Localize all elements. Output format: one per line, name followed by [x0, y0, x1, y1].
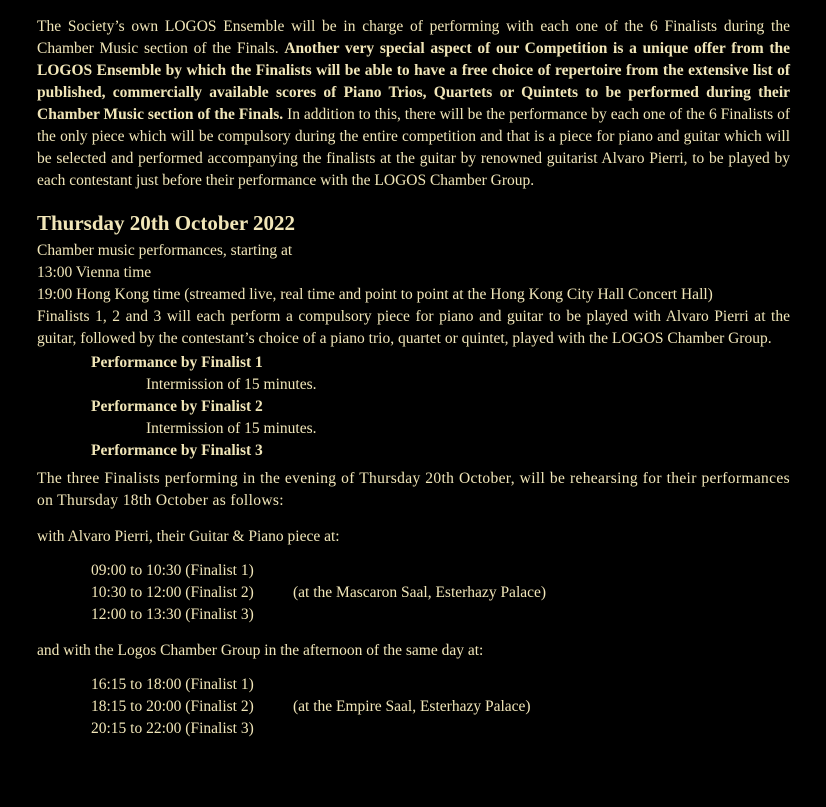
- guitar-rehearsal-heading: with Alvaro Pierri, their Guitar & Piano piece at:: [37, 528, 340, 545]
- intro-text-part1: The Society’s own LOGOS Ensemble will be in charge of performing with each one of the 6 Finalists during the Chamber Music section of the Finals.: [37, 18, 790, 57]
- intermission-note: Intermission of 15 minutes.: [146, 376, 317, 393]
- intro-text-part2: In addition to this, there will be the performance by each one of the 6 Finalists of the only piece which will be compulsory during the entire competition and that is a piece for piano and guitar which will be selected and performed accompanying the finalists at the guitar by renowned guitarist Alvaro Pierri, to be played by each contestant just before their performance with the LOGOS Chamber Group.: [37, 106, 790, 189]
- rehearsal-slot: 12:00 to 13:30 (Finalist 3): [91, 606, 254, 623]
- rehearsal-venue: (at the Empire Saal, Esterhazy Palace): [293, 698, 531, 715]
- rehearsal-intro: The three Finalists performing in the evening of Thursday 20th October, will be rehearsing for their performances on Thursday 18th October as follows:: [37, 470, 790, 509]
- rehearsal-slot: 10:30 to 12:00 (Finalist 2): [91, 584, 254, 601]
- chamber-rehearsal-schedule: [91, 674, 790, 740]
- rehearsal-slot: 09:00 to 10:30 (Finalist 1): [91, 562, 254, 579]
- performance-title: Performance by Finalist 2: [91, 398, 263, 415]
- schedule-start-line: Chamber music performances, starting at: [37, 242, 293, 259]
- guitar-rehearsal-schedule: [91, 560, 790, 626]
- intermission-note: Intermission of 15 minutes.: [146, 420, 317, 437]
- hong-kong-time-line: 19:00 Hong Kong time (streamed live, real time and point to point at the Hong Kong City Hall Concert Hall): [37, 286, 713, 303]
- performance-list: [91, 352, 790, 462]
- day-heading: Thursday 20th October 2022: [37, 211, 296, 235]
- performance-title: Performance by Finalist 3: [91, 442, 263, 459]
- vienna-time-line: 13:00 Vienna time: [37, 264, 152, 281]
- rehearsal-slot: 20:15 to 22:00 (Finalist 3): [91, 720, 254, 737]
- intro-text-bold: Another very special aspect of our Competition is a unique offer from the LOGOS Ensemble by which the Finalists will be able to have a free choice of repertoire from the extensive list of published, commercially available scores of Piano Trios, Quartets or Quintets to be performed during their Chamber Music section of the Finals.: [37, 40, 790, 123]
- intro-paragraph: [37, 16, 790, 192]
- chamber-rehearsal-heading: and with the Logos Chamber Group in the afternoon of the same day at:: [37, 642, 484, 659]
- rehearsal-slot: 16:15 to 18:00 (Finalist 1): [91, 676, 254, 693]
- rehearsal-slot: 18:15 to 20:00 (Finalist 2): [91, 698, 254, 715]
- finalists-description: Finalists 1, 2 and 3 will each perform a compulsory piece for piano and guitar to be played with Alvaro Pierri at the guitar, followed by the contestant’s choice of a piano trio, quartet or quintet, played with the LOGOS Chamber Group.: [37, 308, 790, 347]
- performance-title: Performance by Finalist 1: [91, 354, 263, 371]
- rehearsal-venue: (at the Mascaron Saal, Esterhazy Palace): [293, 584, 547, 601]
